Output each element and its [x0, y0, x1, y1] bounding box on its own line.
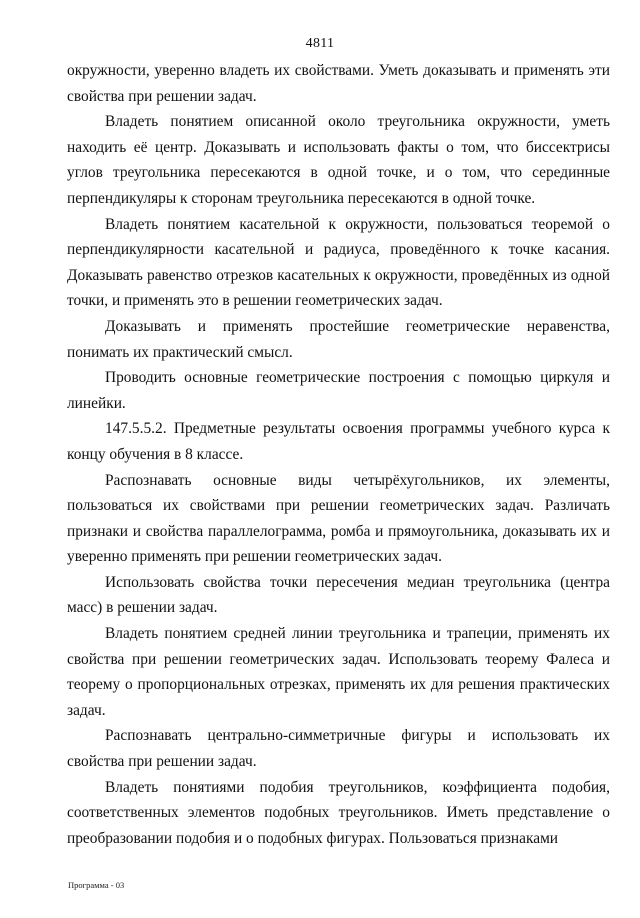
paragraph: Владеть понятиями подобия треугольников, коэффициента подобия, соответственных элементов подобных треугольников. Иметь представление о преобразовании подобия и о подобных фигурах. Пользоваться признаками [67, 778, 610, 847]
page-number: 4811 [305, 36, 335, 51]
paragraph: Распознавать центрально-симметричные фигуры и использовать их свойства при решении задач. [67, 727, 610, 771]
paragraph: Доказывать и применять простейшие геометрические неравенства, понимать их практический смысл. [67, 317, 610, 361]
footer-label: Программа - 03 [68, 880, 125, 890]
document-body [67, 58, 610, 851]
paragraph: Использовать свойства точки пересечения медиан треугольника (центра масс) в решении задач. [67, 573, 610, 617]
paragraph: окружности, уверенно владеть их свойствами. Уметь доказывать и применять эти свойства при решении задач. [67, 62, 610, 105]
section-heading-paragraph: 147.5.5.2. Предметные результаты освоения программы учебного курса к концу обучения в 8 классе. [67, 420, 610, 463]
paragraph: Владеть понятием описанной около треугольника окружности, уметь находить её центр. Доказывать и использовать факты о том, что биссектрисы углов треугольника пересекаются в одной точке, и о том, что серединные перпендикуляры к сторонам треугольника пересекаются в одной точке. [67, 113, 610, 207]
paragraph: Владеть понятием касательной к окружности, пользоваться теоремой о перпендикулярности касательной и радиуса, проведённого к точке касания. Доказывать равенство отрезков касательных к окружности, проведённых из одной точки, и применять это в решении геометрических задач. [67, 215, 610, 310]
paragraph: Распознавать основные виды четырёхугольников, их элементы, пользоваться их свойствами при решении геометрических задач. Различать признаки и свойства параллелограмма, ромба и прямоугольника, доказывать их и уверенно применять при решении геометрических задач. [67, 471, 610, 566]
paragraph: Проводить основные геометрические построения с помощью циркуля и линейки. [67, 369, 610, 412]
paragraph: Владеть понятием средней линии треугольника и трапеции, применять их свойства при решении геометрических задач. Использовать теорему Фалеса и теорему о пропорциональных отрезках, применять их для решения практических задач. [67, 625, 610, 719]
